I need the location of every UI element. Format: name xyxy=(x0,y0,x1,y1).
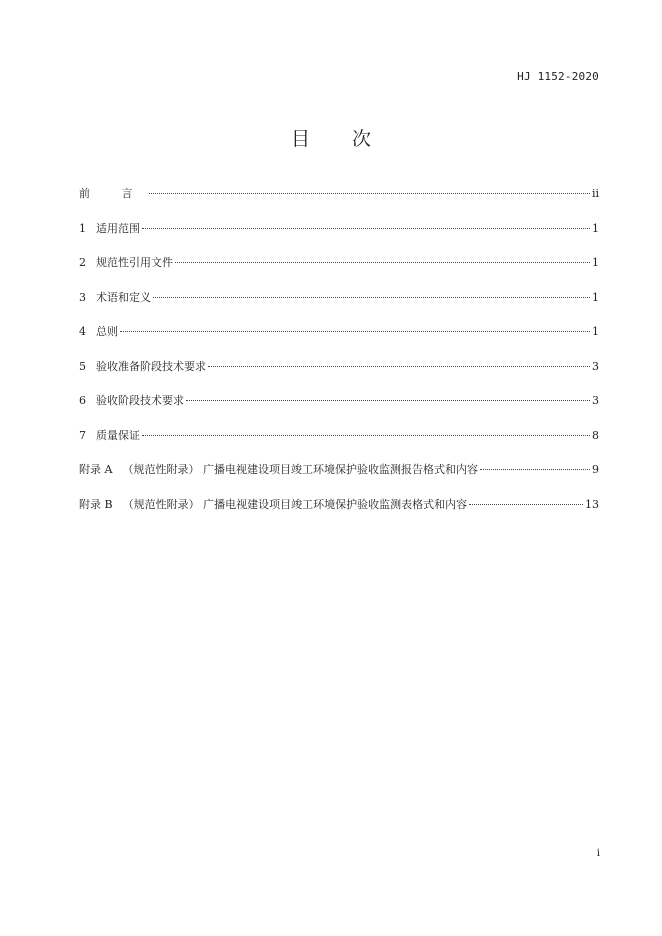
toc-entry-number: 4 xyxy=(79,325,86,338)
toc-entry-label: （规范性附录） 广播电视建设项目竣工环境保护验收监测表格式和内容 xyxy=(122,497,468,511)
toc-entry-5[interactable] xyxy=(79,358,599,393)
toc-leader-dots xyxy=(142,228,590,229)
toc-entry-page: ii xyxy=(591,187,599,200)
toc-entry-label: 规范性引用文件 xyxy=(96,256,173,269)
toc-entry-page: 13 xyxy=(585,497,599,511)
toc-leader-dots xyxy=(149,193,590,194)
toc-leader-dots xyxy=(208,366,590,367)
toc-entry-7[interactable] xyxy=(79,427,599,462)
toc-title: 目 次 xyxy=(290,128,390,150)
toc-entry-number: 6 xyxy=(79,394,86,407)
toc-entry-page: 3 xyxy=(592,359,599,373)
toc-entry-1[interactable] xyxy=(79,220,599,255)
toc-entry-number: 2 xyxy=(79,256,86,269)
toc-entry-number: 3 xyxy=(79,290,86,304)
toc-entry-4[interactable] xyxy=(79,323,599,358)
toc-entry-appendix-b[interactable] xyxy=(79,496,599,531)
toc-entry-number: 附录 B xyxy=(79,497,113,511)
toc-entry-page: 9 xyxy=(592,463,599,476)
toc-leader-dots xyxy=(186,400,590,401)
page-number: i xyxy=(596,848,600,859)
toc-leader-dots xyxy=(175,262,590,263)
toc-leader-dots xyxy=(142,435,590,436)
toc-entry-page: 1 xyxy=(592,221,599,235)
toc-entry-label: 术语和定义 xyxy=(96,290,151,304)
toc-entry-foreword[interactable] xyxy=(79,185,599,220)
toc-leader-dots xyxy=(120,331,590,332)
toc-entry-label: 前 言 xyxy=(79,187,147,200)
toc-entry-label: 验收阶段技术要求 xyxy=(96,394,184,407)
toc-entry-2[interactable] xyxy=(79,254,599,289)
toc-entry-3[interactable] xyxy=(79,289,599,324)
toc-leader-dots xyxy=(480,469,590,470)
toc-entry-page: 1 xyxy=(592,256,599,269)
toc-leader-dots xyxy=(153,297,590,298)
toc-entry-number: 7 xyxy=(79,428,86,442)
toc-entry-label: 质量保证 xyxy=(96,428,140,442)
toc-entry-6[interactable] xyxy=(79,392,599,427)
document-code: HJ 1152-2020 xyxy=(517,70,599,83)
toc-entry-page: 1 xyxy=(592,290,599,304)
toc-entry-page: 8 xyxy=(592,428,599,442)
toc-leader-dots xyxy=(469,504,583,505)
toc-entry-label: 适用范围 xyxy=(96,221,140,235)
toc-entry-number: 附录 A xyxy=(79,463,113,476)
toc-entry-label: （规范性附录） 广播电视建设项目竣工环境保护验收监测报告格式和内容 xyxy=(122,463,478,476)
toc-entry-number: 1 xyxy=(79,221,86,235)
toc-entry-page: 3 xyxy=(592,394,599,407)
toc-entry-page: 1 xyxy=(592,325,599,338)
toc-entry-label: 总则 xyxy=(96,325,118,338)
toc-entry-number: 5 xyxy=(79,359,86,373)
toc-entry-label: 验收准备阶段技术要求 xyxy=(96,359,206,373)
table-of-contents xyxy=(79,185,599,530)
toc-entry-appendix-a[interactable] xyxy=(79,461,599,496)
